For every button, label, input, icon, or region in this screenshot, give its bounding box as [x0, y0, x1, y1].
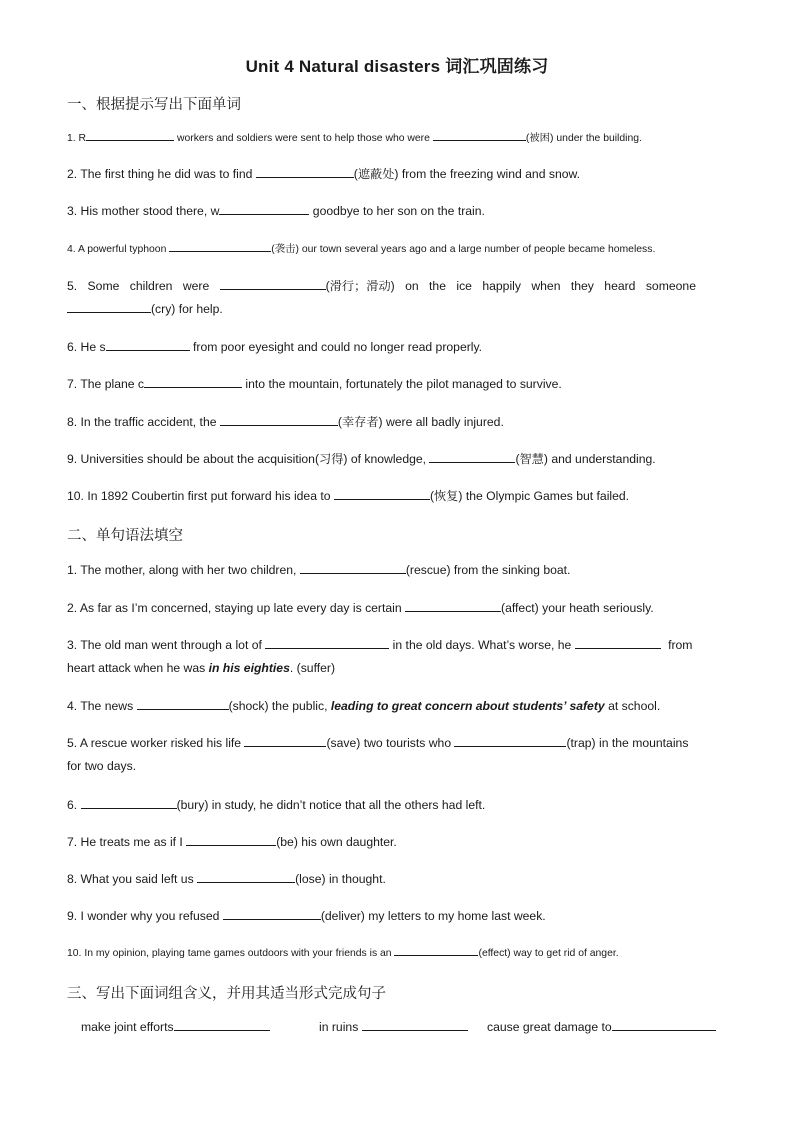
text: into the mountain, fortunately the pilot managed to survive.	[242, 377, 562, 391]
answer-blank[interactable]	[612, 1018, 716, 1031]
answer-blank[interactable]	[220, 277, 326, 290]
text: 3. The old man went through a lot of	[67, 638, 266, 652]
q2-2	[67, 597, 727, 620]
text: 9. I wonder why you refused	[67, 909, 223, 923]
text: (bury) in study, he didn’t notice that all the others had left.	[176, 798, 486, 812]
q2-1	[67, 559, 727, 582]
text: (lose) in thought.	[295, 872, 386, 886]
q1-10	[67, 485, 727, 508]
text: 8. What you said left us	[67, 872, 198, 886]
text: (袭击) our town several years ago and a large number of people became homeless.	[271, 244, 656, 255]
q2-10	[67, 942, 727, 965]
text: (save) two tourists who	[326, 736, 455, 750]
text: 5. A rescue worker risked his life	[67, 736, 245, 750]
answer-blank[interactable]	[405, 599, 501, 612]
q1-8	[67, 411, 727, 434]
phrase-text: make joint efforts	[81, 1020, 174, 1034]
text: (effect) way to get rid of anger.	[478, 948, 619, 959]
answer-blank[interactable]	[81, 796, 177, 809]
text: 3. His mother stood there, w	[67, 204, 220, 218]
answer-blank[interactable]	[334, 487, 430, 500]
answer-blank[interactable]	[362, 1018, 468, 1031]
answer-blank[interactable]	[433, 128, 526, 141]
q1-9	[67, 448, 727, 471]
text: 6.	[67, 798, 81, 812]
answer-blank[interactable]	[219, 202, 309, 215]
text: goodbye to her son on the train.	[309, 204, 485, 218]
q1-4	[67, 238, 727, 261]
answer-blank[interactable]	[265, 636, 389, 649]
section-heading-3: 三、写出下面词组含义，并用其适当形式完成句子	[67, 986, 386, 1002]
answer-blank[interactable]	[454, 734, 566, 747]
q1-6	[67, 336, 727, 359]
text: 5. Some children were	[67, 279, 220, 293]
text: (遮蔽处) from the freezing wind and snow.	[353, 167, 581, 181]
q2-6	[67, 794, 727, 817]
phrase-item	[81, 1018, 270, 1034]
answer-blank[interactable]	[186, 833, 276, 846]
text: (deliver) my letters to my home last week.	[320, 909, 546, 923]
section-heading-2: 二、单句语法填空	[67, 528, 183, 544]
text: (智慧) and understanding.	[515, 452, 656, 466]
section-heading-1: 一、根据提示写出下面单词	[67, 97, 241, 113]
q2-9	[67, 905, 727, 928]
phrase-text: cause great damage to	[487, 1020, 612, 1034]
text: (幸存者) were all badly injured.	[337, 415, 504, 429]
text: from	[664, 638, 693, 652]
page-title: Unit 4 Natural disasters 词汇巩固练习	[245, 57, 549, 76]
q1-2	[67, 163, 727, 186]
text: (cry) for help.	[151, 302, 223, 316]
text: in the old days. What’s worse, he	[389, 638, 575, 652]
answer-blank[interactable]	[575, 636, 661, 649]
text: 7. He treats me as if I	[67, 835, 187, 849]
text: 2. The first thing he did was to find	[67, 167, 256, 181]
q1-1	[67, 127, 727, 150]
text: workers and soldiers were sent to help those who were	[174, 133, 433, 144]
text: (trap) in the mountains	[566, 736, 689, 750]
text: (affect) your heath seriously.	[501, 601, 654, 615]
answer-blank[interactable]	[67, 300, 151, 313]
text: (滑行；滑动) on the ice happily when they heard someone	[325, 279, 696, 293]
text: 1. The mother, along with her two children,	[67, 563, 300, 577]
q2-5	[67, 732, 727, 778]
text: 4. The news	[67, 699, 137, 713]
text: 10. In 1892 Coubertin first put forward his idea to	[67, 489, 334, 503]
phrase-item	[487, 1018, 716, 1034]
text: at school.	[604, 699, 661, 713]
text: 9. Universities should be about the acquisition(习得) of knowledge,	[67, 452, 430, 466]
answer-blank[interactable]	[169, 239, 271, 252]
text: 1. R	[67, 133, 87, 144]
q1-3	[67, 200, 727, 223]
phrase-text: in ruins	[319, 1020, 362, 1034]
answer-blank[interactable]	[197, 870, 295, 883]
text-emphasis: in his eighties	[208, 661, 290, 675]
text: 2. As far as I’m concerned, staying up late every day is certain	[67, 601, 406, 615]
q2-8	[67, 868, 727, 891]
text: 7. The plane c	[67, 377, 145, 391]
text: . (suffer)	[289, 661, 336, 675]
text: heart attack when he was	[67, 661, 209, 675]
text: for two days.	[67, 759, 137, 773]
answer-blank[interactable]	[137, 697, 229, 710]
answer-blank[interactable]	[220, 413, 338, 426]
answer-blank[interactable]	[394, 943, 478, 956]
text: 10. In my opinion, playing tame games outdoors with your friends is an	[67, 948, 395, 959]
text: (被困) under the building.	[525, 133, 642, 144]
text: (恢复) the Olympic Games but failed.	[429, 489, 630, 503]
text: 4. A powerful typhoon	[67, 244, 170, 255]
answer-blank[interactable]	[244, 734, 326, 747]
text: from poor eyesight and could no longer read properly.	[189, 340, 483, 354]
phrase-item	[319, 1018, 468, 1034]
text: 8. In the traffic accident, the	[67, 415, 220, 429]
text: (be) his own daughter.	[276, 835, 397, 849]
answer-blank[interactable]	[174, 1018, 270, 1031]
answer-blank[interactable]	[256, 165, 354, 178]
q1-7	[67, 373, 727, 396]
answer-blank[interactable]	[86, 128, 174, 141]
text: (rescue) from the sinking boat.	[405, 563, 571, 577]
answer-blank[interactable]	[300, 561, 406, 574]
q2-7	[67, 831, 727, 854]
q2-4	[67, 695, 727, 718]
answer-blank[interactable]	[223, 907, 321, 920]
answer-blank[interactable]	[144, 375, 242, 388]
text: 6. He s	[67, 340, 106, 354]
q2-3	[67, 634, 727, 680]
answer-blank[interactable]	[429, 450, 515, 463]
text-emphasis: leading to great concern about students’ safety	[330, 699, 605, 713]
q1-5	[67, 275, 727, 321]
text: (shock) the public,	[228, 699, 331, 713]
answer-blank[interactable]	[106, 338, 190, 351]
